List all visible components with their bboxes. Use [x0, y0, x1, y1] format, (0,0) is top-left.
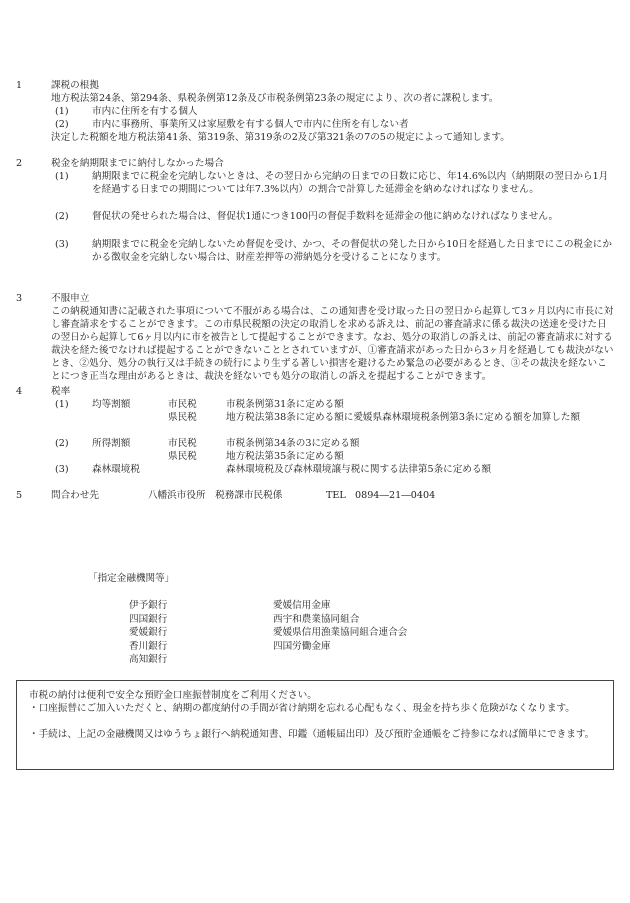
tax-type: 市民税	[168, 399, 197, 410]
item-text: 市内に事務所、事業所又は家屋敷を有する個人で市内に住所を有しない者	[92, 119, 409, 130]
tax-type: 県民税	[168, 412, 197, 423]
rate-name: 森林環境税	[92, 464, 140, 475]
rate-name: 所得割額	[92, 438, 131, 449]
bank-name: 愛媛県信用漁業協同組合連合会	[273, 627, 408, 639]
item-number: (1)	[55, 399, 69, 410]
account-transfer-notice	[16, 680, 614, 770]
rate-text: 市税条例第31条に定める額	[226, 399, 344, 410]
item-text: 市内に住所を有する個人	[92, 106, 198, 117]
tel-label: TEL	[326, 490, 346, 501]
section-number: 4	[16, 386, 23, 397]
tel-number: 0894―21―0404	[355, 490, 436, 501]
rate-text: 地方税法第38条に定める額に愛媛県森林環境税条例第3条に定める額を加算した額	[226, 412, 581, 423]
section-number: 2	[16, 158, 23, 169]
contact-label: 問合わせ先	[51, 490, 99, 501]
item-number: (2)	[55, 211, 69, 222]
section-number: 3	[16, 293, 23, 304]
item-number: (1)	[55, 171, 69, 182]
bank-name: 西宇和農業協同組合	[273, 613, 360, 625]
bank-name: 四国労働金庫	[273, 640, 331, 652]
rate-text: 地方税法第35条に定める額	[226, 451, 344, 462]
section-title: 税率	[51, 386, 71, 397]
item-text: 督促状の発せられた場合は、督促状1通につき100円の督促手数料を延滞金の他に納めなければなりません。	[92, 211, 559, 222]
section-title: 税金を納期限までに納付しなかった場合	[51, 158, 224, 169]
tax-type: 市民税	[168, 438, 197, 449]
notice-bullet: ・手続は、上記の金融機関又はゆうちょ銀行へ納税通知書、印鑑（通帳届出印）及び預貯金通帳をご持参になれば簡単にできます。	[29, 729, 595, 740]
item-number: (2)	[55, 438, 69, 449]
bank-name: 香川銀行	[129, 640, 168, 652]
item-text: 納期限までに税金を完納しないため督促を受け、かつ、その督促状の発した日から10日を経過した日までにこの税金にかかる徴収金を完納しない場合は、財産差押等の滞納処分を受けることになります。	[92, 239, 612, 263]
item-number: (3)	[55, 464, 69, 475]
rate-name: 均等割額	[92, 399, 131, 410]
section-title: 課税の根拠	[51, 80, 99, 91]
tax-type: 県民税	[168, 451, 197, 462]
item-number: (3)	[55, 239, 69, 250]
banks-title: 「指定金融機関等」	[88, 573, 175, 584]
bank-name: 愛媛銀行	[129, 627, 168, 639]
paragraph: この納税通知書に記載された事項について不服がある場合は、この通知書を受け取った日の翌日から起算して3ヶ月以内に市長に対し審査請求をすることができます。この市県民税額の決定の取消しを求める訴えは、前記の審査請求に係る裁決の送達を受けた日の翌日から起算して6ヶ月以内に市を被告として提起することができます。なお、処分の取消しの訴えは、前記の審査請求に対する裁決を経た後でなければ提起することができないこととされていますが、①審査請求があった日から3ヶ月を経過しても裁決がないとき、②処分、処分の執行又は手続きの続行により生ずる著しい損害を避けるため緊急の必要があるとき、③その裁決を経ないことにつき正当な理由があるときは、裁決を経ないでも処分の取消しの訴えを提起することができます。	[51, 306, 614, 382]
contact-office: 八幡浜市役所 税務課市民税係	[148, 490, 283, 501]
item-number: (1)	[55, 106, 69, 117]
rate-text: 森林環境税及び森林環境譲与税に関する法律第5条に定める額	[226, 464, 492, 475]
bank-name: 愛媛信用金庫	[273, 600, 331, 611]
rate-text: 市税条例第34条の3に定める額	[226, 438, 360, 449]
section-title: 不服申立	[51, 293, 90, 304]
paragraph: 地方税法第24条、第294条、県税条例第12条及び市税条例第23条の規定により、次の者に課税します。	[51, 93, 499, 104]
section-number: 1	[16, 80, 23, 91]
item-text: 納期限までに税金を完納しないときは、その翌日から完納の日までの日数に応じ、年14.6%以内（納期限の翌日から1月を経過する日までの期間については年7.3%以内）の割合で計算した延滞金を納めなければなりません。	[92, 171, 609, 195]
bank-name: 高知銀行	[129, 654, 168, 666]
bank-name: 四国銀行	[129, 613, 168, 625]
notice-bullet: ・口座振替にご加入いただくと、納期の都度納付の手間が省け納期を忘れる心配もなく、現金を持ち歩く危険がなくなります。	[29, 703, 575, 714]
item-number: (2)	[55, 119, 69, 130]
section-number: 5	[16, 490, 23, 501]
bank-name: 伊予銀行	[129, 600, 168, 611]
notice-intro: 市税の納付は便利で安全な預貯金口座振替制度をご利用ください。	[29, 690, 317, 701]
paragraph: 決定した税額を地方税法第41条、第319条、第319条の2及び第321条の7の5の規定によって通知します。	[51, 132, 510, 143]
